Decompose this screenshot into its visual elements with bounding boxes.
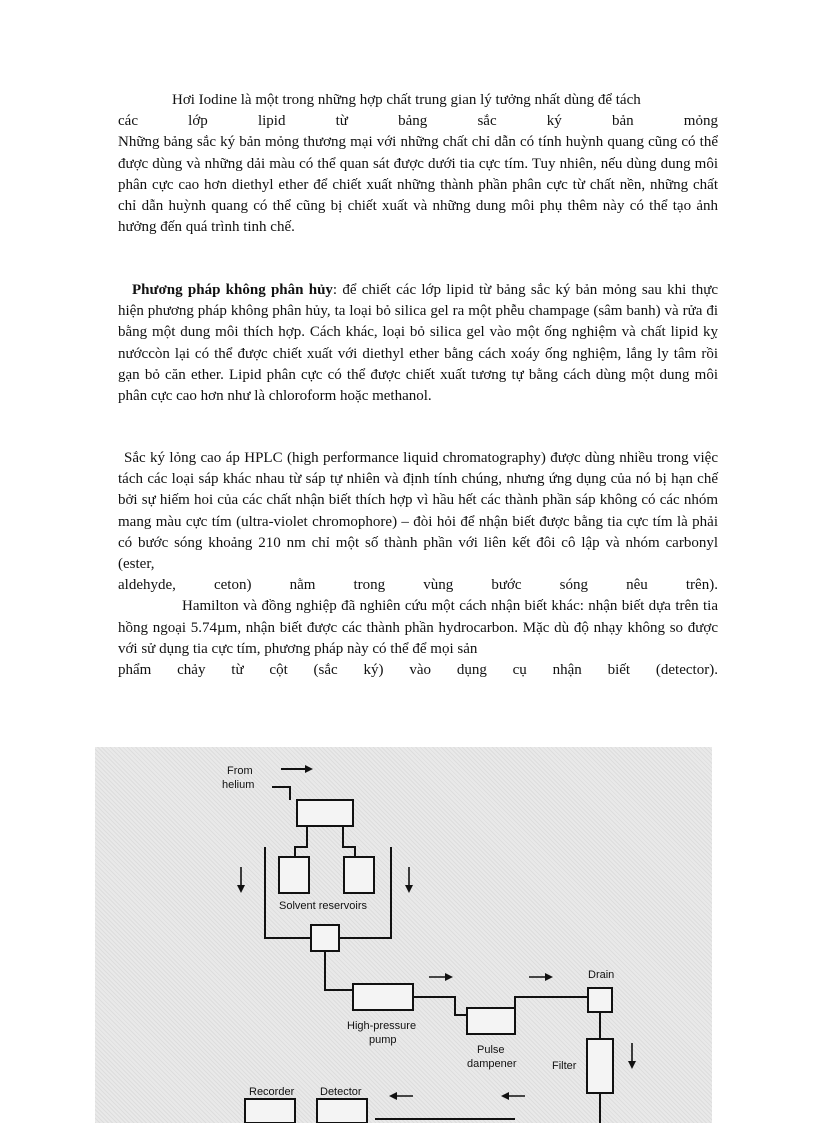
iodine-line2-word: ký — [546, 113, 562, 130]
flow-arrow-pump-head — [445, 973, 453, 981]
paragraph-hplc-body: Sắc ký lỏng cao áp HPLC (high performance liquid chromatography) được dùng nhiều trong việc tách các loại sáp khác nhau từ sáp tự nhiên và định tính chúng, nhưng ứng dụng của nó bị hạn chế bởi sự hiếm hoi của các chất nhận biết thích hợp vì hầu hết các thành phần sáp không có các nhóm mang màu cực tím (ultra-violet chromophore) – đòi hỏi để nhận biết được bằng tia cực tím là phải có bước sóng khoảng 210 nm chỉ một số thành phần với liên kết đôi cô lập và nhóm carbonyl (ester, — [118, 450, 718, 573]
recorder-box — [245, 1099, 295, 1123]
filter-box — [587, 1039, 613, 1093]
hplc-schematic-figure — [95, 747, 712, 1123]
flow-arrow-drain-head — [545, 973, 553, 981]
hamilton-last-line-word: ký) — [363, 662, 384, 679]
iodine-line2-word: sắc — [477, 113, 497, 130]
flow-arrow-right-head — [405, 885, 413, 893]
paragraph-iodine-line1: Hơi Iodine là một trong những hợp chất trung gian lý tưởng nhất dùng để tách — [172, 92, 641, 108]
hplc-last-line-word: sóng — [559, 577, 589, 594]
hamilton-last-line-word: nhận — [552, 662, 582, 679]
non-destructive-body: : để chiết các lớp lipid từ bảng sắc ký bản mỏng sau khi thực hiện phương pháp không phân hủy, ta loại bỏ silica gel ra một phễu champage (sâm banh) và rửa đi bằng một dung môi thích hợp. Cách khác, loại bỏ silica gel vào một ống nghiệm và chất lipid kỵ nướccòn lại có thể được chiết xuất với diethyl ether bằng cách xoáy ống nghiệm, lắng ly tâm rồi gạn bỏ căn ether. Lipid phân cực có thể được chiết xuất tương tự bằng cách dùng một dung môi phân cực cao hơn như là chloroform hoặc methanol. — [118, 282, 718, 405]
hplc-last-line-word: aldehyde, — [118, 577, 176, 594]
paragraph-hamilton-last-line — [118, 660, 718, 681]
hplc-last-line-word: trong — [353, 577, 386, 594]
filter-label: Filter — [552, 1060, 577, 1072]
paragraph-iodine — [118, 90, 718, 238]
detector-label: Detector — [320, 1086, 362, 1098]
hplc-last-line-word: trên). — [685, 577, 718, 594]
from-helium-label-2: helium — [222, 779, 255, 791]
hamilton-last-line-word: vào — [409, 662, 431, 679]
high-pressure-pump-box — [353, 984, 413, 1010]
iodine-line2-word: lipid — [257, 113, 286, 130]
non-destructive-heading: Phương pháp không phân hủy — [132, 282, 333, 298]
mixer-box — [311, 925, 339, 951]
iodine-line2-word: các — [118, 113, 138, 130]
flow-arrow-left-head — [237, 885, 245, 893]
hamilton-last-line-word: biết — [607, 662, 631, 679]
paragraph-hplc-last-line — [118, 575, 718, 596]
flow-arrow-filter-head — [628, 1061, 636, 1069]
paragraph-non-destructive-text — [118, 280, 718, 407]
hamilton-last-line-word: chảy — [177, 662, 206, 679]
drain-box — [588, 988, 612, 1012]
paragraph-iodine-rest: Những bảng sắc ký bản mỏng thương mại với những chất chỉ dẫn có tính huỳnh quang cũng có thể được dùng và những dải màu có thể quan sát được dưới tia cực tím. Tuy nhiên, nếu dùng dung môi phân cực cao hơn diethyl ether để chiết xuất những thành phần phân cực từ chất nền, những chất chỉ dẫn huỳnh quang có thể cũng bị chiết xuất và những dung môi phụ thêm này có thể tạo ảnh hưởng đến quá trình tinh chế. — [118, 134, 718, 236]
hamilton-last-line-word: (sắc — [313, 662, 338, 679]
helium-line — [272, 787, 290, 800]
iodine-line2-word: bảng — [398, 113, 428, 130]
mixer-to-pump-line — [325, 951, 353, 990]
hamilton-last-line-word: dụng — [456, 662, 487, 679]
flow-arrow-return-right-head — [501, 1092, 509, 1100]
from-helium-label-1: From — [227, 765, 253, 777]
paragraph-iodine-line2 — [118, 111, 718, 132]
iodine-line2-word: từ — [335, 113, 348, 130]
hamilton-last-line-word: phẩm — [118, 662, 152, 679]
paragraph-hamilton-body: Hamilton và đồng nghiệp đã nghiên cứu một cách nhận biết khác: nhận biết dựa trên tia hồng ngoại 5.74µm, nhận biết được các thành phần hydrocarbon. Mặc dù độ nhạy không so được với sử dụng tia cực tím, phương pháp này có thể để mọi sản — [118, 598, 718, 657]
pump-label-1: High-pressure — [347, 1020, 417, 1032]
hplc-last-line-word: nằm — [289, 577, 316, 594]
paragraph-hplc — [118, 448, 718, 681]
flow-arrow-return-left-head — [389, 1092, 397, 1100]
degasser-box — [297, 800, 353, 826]
hplc-last-line-word: vùng — [423, 577, 454, 594]
hplc-last-line-word: bước — [491, 577, 522, 594]
pump-label-2: pump — [369, 1034, 397, 1046]
paragraph-non-destructive — [118, 280, 718, 407]
pulse-dampener-box — [467, 1008, 515, 1034]
hamilton-last-line-word: (detector). — [655, 662, 718, 679]
detector-box — [317, 1099, 367, 1123]
solvent-reservoirs-label: Solvent reservoirs — [279, 900, 368, 912]
drain-label: Drain — [588, 969, 615, 981]
solvent-reservoir-left — [279, 857, 309, 893]
hamilton-last-line-word: cột — [269, 662, 288, 679]
recorder-label: Recorder — [249, 1086, 295, 1098]
solvent-reservoir-right — [344, 857, 374, 893]
iodine-line2-word: bản — [611, 113, 634, 130]
hplc-last-line-word: ceton) — [213, 577, 252, 594]
pulse-dampener-label-2: dampener — [467, 1058, 517, 1070]
pump-to-dampener-line — [413, 997, 467, 1015]
pulse-dampener-label-1: Pulse — [477, 1044, 505, 1056]
hplc-schematic-diagram — [95, 747, 712, 1123]
iodine-line2-word: lớp — [188, 113, 208, 130]
hamilton-last-line-word: cụ — [512, 662, 527, 679]
hplc-last-line-word: nêu — [626, 577, 648, 594]
iodine-line2-word: mỏng — [683, 113, 718, 130]
helium-arrowhead — [305, 765, 313, 773]
hamilton-last-line-word: từ — [231, 662, 244, 679]
